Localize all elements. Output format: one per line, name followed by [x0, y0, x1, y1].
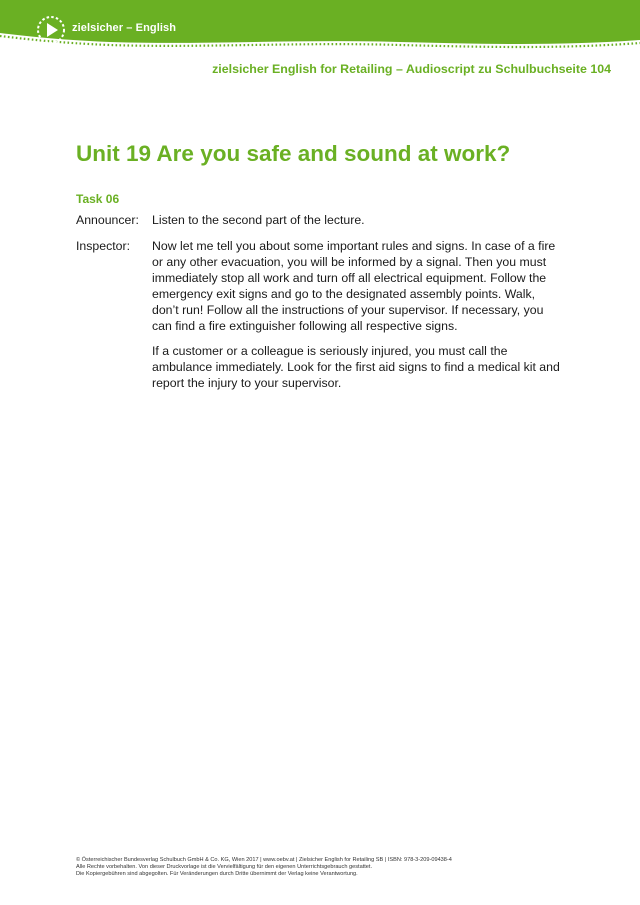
inspector-paragraph-2: If a customer or a colleague is seriously injured, you must call the ambulance immediately. Look for the first aid signs to find a medical kit and report the injury to your supervisor.	[152, 344, 560, 390]
inspector-paragraph-1: Now let me tell you about some important rules and signs. In case of a fire or any other evacuation, you will be informed by a signal. Then you must immediately stop all work and turn off all electrical equipment. Follow the emergency exit signs and go to the designated assembly points. Walk, don’t run! Follow all the instructions of your supervisor. If necessary, you can find a fire extinguisher following all respective signs.	[152, 239, 556, 333]
header-banner	[0, 0, 640, 52]
task-label: Task 06	[76, 192, 120, 206]
play-logo-icon	[36, 15, 66, 45]
footer-line: © Österreichischer Bundesverlag Schulbuch GmbH & Co. KG, Wien 2017 | www.oebv.at | Zielsicher English for Retailing SB | ISBN: 978-3-209-09438-4	[76, 857, 452, 863]
footer-copyright	[76, 857, 596, 879]
announcer-text: Listen to the second part of the lecture.	[152, 213, 365, 227]
header-subtitle: zielsicher English for Retailing – Audioscript zu Schulbuchseite 104	[212, 62, 611, 76]
page-title: Unit 19 Are you safe and sound at work?	[76, 141, 511, 166]
footer-line: Alle Rechte vorbehalten. Von dieser Druckvorlage ist die Vervielfältigung für den eigenen Unterrichtsgebrauch gestattet.	[76, 864, 373, 871]
footer-line: Die Kopiergebühren sind abgegolten. Für Veränderungen durch Dritte übernimmt der Verlag keine Verantwortung.	[76, 871, 358, 878]
speaker-inspector: Inspector:	[76, 239, 130, 253]
brand-name: zielsicher – English	[72, 22, 177, 34]
speaker-announcer: Announcer:	[76, 213, 139, 227]
